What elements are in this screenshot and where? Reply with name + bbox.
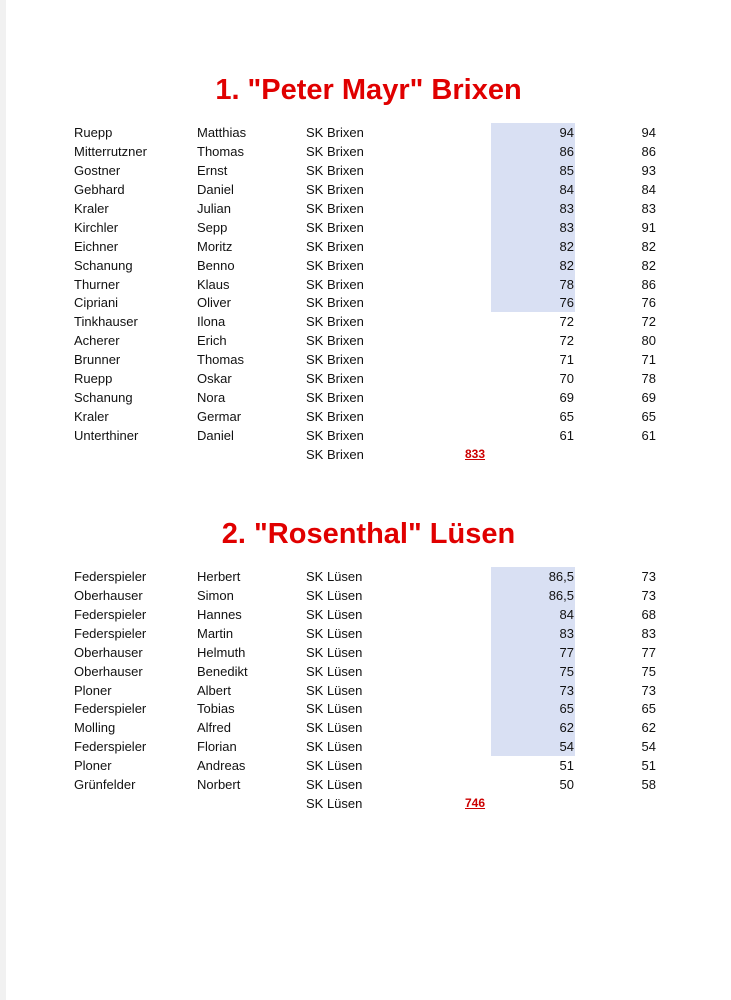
alt-score-cell: 83 [641,625,656,641]
score-cell: 82 [559,238,574,254]
first-name-cell: Erich [197,333,227,349]
club-cell: SK Brixen [306,219,364,235]
first-name-cell: Ernst [197,162,228,178]
last-name-cell: Gebhard [74,181,125,197]
score-cell: 51 [559,758,574,774]
table-row [6,388,731,407]
alt-score-cell: 65 [641,701,656,717]
club-cell: SK Brixen [306,257,364,273]
first-name-cell: Daniel [197,181,234,197]
last-name-cell: Tinkhauser [74,314,138,330]
club-cell: SK Brixen [306,371,364,387]
club-cell: SK Brixen [306,162,364,178]
last-name-cell: Federspieler [74,625,147,641]
last-name-cell: Ploner [74,758,112,774]
alt-score-cell: 69 [641,390,656,406]
first-name-cell: Simon [197,587,234,603]
table-row [6,293,731,312]
first-name-cell: Benedikt [197,663,248,679]
first-name-cell: Sepp [197,219,228,235]
club-cell: SK Lüsen [306,625,363,641]
table-row [6,199,731,218]
first-name-cell: Helmuth [197,644,246,660]
score-cell: 72 [559,333,574,349]
score-cell: 83 [559,200,574,216]
first-name-cell: Thomas [197,143,244,159]
score-cell: 82 [559,257,574,273]
alt-score-cell: 83 [641,200,656,216]
score-cell: 94 [559,125,574,140]
club-cell: SK Brixen [306,314,364,330]
alt-score-cell: 93 [641,162,656,178]
score-cell: 76 [559,295,574,311]
table-row [6,161,731,180]
club-cell: SK Brixen [306,352,364,368]
club-cell: SK Lüsen [306,758,363,774]
score-cell: 86 [559,143,574,159]
club-cell: SK Brixen [306,295,364,311]
alt-score-cell: 76 [641,295,656,311]
score-cell: 62 [559,720,574,736]
table-row [6,218,731,237]
table-row [6,142,731,161]
score-cell: 54 [559,739,574,755]
alt-score-cell: 72 [641,314,656,330]
last-name-cell: Schanung [74,390,133,406]
first-name-cell: Alfred [197,720,231,736]
alt-score-cell: 62 [641,720,656,736]
club-cell: SK Lüsen [306,682,363,698]
club-cell: SK Lüsen [306,606,363,622]
alt-score-cell: 58 [641,777,656,793]
club-cell: SK Lüsen [306,644,363,660]
last-name-cell: Schanung [74,257,133,273]
table-row [6,407,731,426]
club-cell: SK Brixen [306,428,364,444]
club-cell: SK Brixen [306,143,364,159]
score-cell: 83 [559,219,574,235]
score-cell: 77 [559,644,574,660]
alt-score-cell: 73 [641,682,656,698]
score-cell: 73 [559,682,574,698]
first-name-cell: Tobias [197,701,235,717]
section-title: 1. "Peter Mayr" Brixen [215,74,522,106]
club-cell: SK Brixen [306,238,364,254]
last-name-cell: Ruepp [74,125,113,140]
score-cell: 65 [559,409,574,425]
alt-score-cell: 91 [641,219,656,235]
alt-score-cell: 73 [641,587,656,603]
last-name-cell: Federspieler [74,569,147,584]
alt-score-cell: 86 [641,276,656,292]
first-name-cell: Benno [197,257,235,273]
score-cell: 72 [559,314,574,330]
last-name-cell: Kraler [74,200,109,216]
score-cell: 84 [559,181,574,197]
table-row [6,737,731,756]
score-cell: 85 [559,162,574,178]
table-row [6,586,731,605]
last-name-cell: Oberhauser [74,663,143,679]
table-row [6,237,731,256]
first-name-cell: Klaus [197,276,230,292]
table-row [6,662,731,681]
table-row [6,567,731,586]
last-name-cell: Mitterrutzner [74,143,147,159]
last-name-cell: Acherer [74,333,120,349]
first-name-cell: Moritz [197,238,233,254]
club-cell: SK Lüsen [306,701,363,717]
table-row [6,350,731,369]
first-name-cell: Albert [197,682,231,698]
team-total: 746 [465,796,486,811]
club-cell: SK Lüsen [306,720,363,736]
score-cell: 84 [559,606,574,622]
table-row [6,643,731,662]
last-name-cell: Federspieler [74,701,147,717]
last-name-cell: Thurner [74,276,120,292]
alt-score-cell: 84 [641,181,656,197]
club-cell: SK Lüsen [306,569,363,584]
alt-score-cell: 68 [641,606,656,622]
club-cell: SK Brixen [306,200,364,216]
first-name-cell: Norbert [197,777,241,793]
club-cell: SK Lüsen [306,587,363,603]
first-name-cell: Germar [197,409,242,425]
last-name-cell: Brunner [74,352,121,368]
last-name-cell: Molling [74,720,116,736]
alt-score-cell: 51 [641,758,656,774]
score-cell: 70 [559,371,574,387]
score-cell: 75 [559,663,574,679]
last-name-cell: Oberhauser [74,587,143,603]
team-total: 833 [465,446,486,461]
alt-score-cell: 77 [641,644,656,660]
alt-score-cell: 82 [641,257,656,273]
club-cell: SK Brixen [306,181,364,197]
alt-score-cell: 86 [641,143,656,159]
last-name-cell: Cipriani [74,295,119,311]
table-row [6,775,731,794]
score-cell: 71 [559,352,574,368]
table-row [6,256,731,275]
alt-score-cell: 78 [641,371,656,387]
score-cell: 83 [559,625,574,641]
first-name-cell: Martin [197,625,234,641]
club-cell: SK Brixen [306,276,364,292]
club-cell: SK Brixen [306,125,364,140]
first-name-cell: Nora [197,390,226,406]
table-row [6,681,731,700]
club-cell: SK Lüsen [306,777,363,793]
alt-score-cell: 61 [641,428,656,444]
alt-score-cell: 54 [641,739,656,755]
score-cell: 86,5 [548,569,574,584]
alt-score-cell: 71 [641,352,656,368]
alt-score-cell: 94 [641,125,656,140]
table-row [6,331,731,350]
table-row [6,718,731,737]
alt-score-cell: 65 [641,409,656,425]
table-row [6,426,731,445]
alt-score-cell: 80 [641,333,656,349]
last-name-cell: Kirchler [74,219,119,235]
score-cell: 69 [559,390,574,406]
first-name-cell: Ilona [197,314,226,330]
table-row [6,180,731,199]
club-cell: SK Lüsen [306,739,363,755]
last-name-cell: Gostner [74,162,121,178]
total-row [6,794,731,813]
last-name-cell: Oberhauser [74,644,143,660]
document-page [6,0,731,1000]
first-name-cell: Oskar [197,371,232,387]
first-name-cell: Matthias [197,125,247,140]
club-cell: SK Brixen [306,390,364,406]
first-name-cell: Julian [197,200,231,216]
total-club-cell: SK Brixen [306,446,364,462]
last-name-cell: Ploner [74,682,112,698]
first-name-cell: Florian [197,739,237,755]
score-cell: 50 [559,777,574,793]
last-name-cell: Federspieler [74,606,147,622]
table-row [6,123,731,142]
last-name-cell: Grünfelder [74,777,136,793]
score-cell: 78 [559,276,574,292]
first-name-cell: Hannes [197,606,242,622]
total-club-cell: SK Lüsen [306,796,363,812]
last-name-cell: Eichner [74,238,119,254]
first-name-cell: Herbert [197,569,241,584]
first-name-cell: Andreas [197,758,246,774]
table-row [6,624,731,643]
last-name-cell: Federspieler [74,739,147,755]
first-name-cell: Thomas [197,352,244,368]
first-name-cell: Daniel [197,428,234,444]
total-row [6,445,731,464]
table-row [6,699,731,718]
last-name-cell: Kraler [74,409,109,425]
table-row [6,275,731,294]
alt-score-cell: 75 [641,663,656,679]
score-cell: 61 [559,428,574,444]
club-cell: SK Brixen [306,409,364,425]
alt-score-cell: 82 [641,238,656,254]
last-name-cell: Unterthiner [74,428,139,444]
table-row [6,756,731,775]
alt-score-cell: 73 [641,569,656,584]
score-cell: 86,5 [548,587,574,603]
last-name-cell: Ruepp [74,371,113,387]
section-title: 2. "Rosenthal" Lüsen [221,518,516,550]
table-row [6,369,731,388]
score-cell: 65 [559,701,574,717]
club-cell: SK Brixen [306,333,364,349]
table-row [6,312,731,331]
first-name-cell: Oliver [197,295,231,311]
table-row [6,605,731,624]
club-cell: SK Lüsen [306,663,363,679]
